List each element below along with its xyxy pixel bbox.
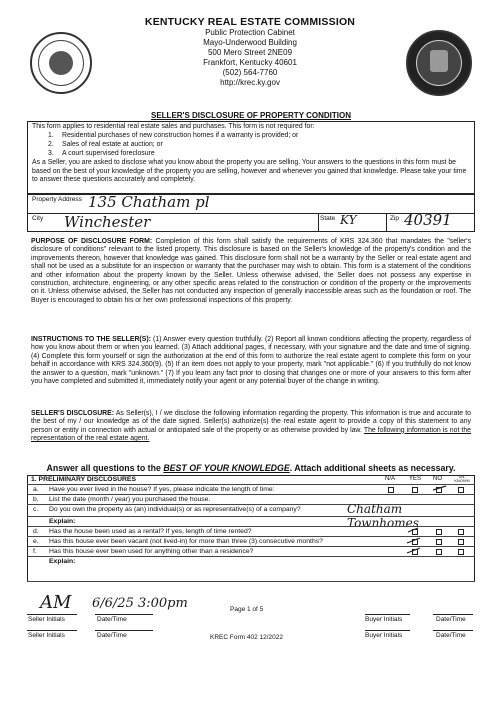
instructions-heading: INSTRUCTIONS TO THE SELLER(S): xyxy=(31,336,151,343)
property-address-label: Property Address xyxy=(32,196,82,203)
banner-prefix: Answer all questions to the xyxy=(46,463,161,473)
state-field[interactable]: KY xyxy=(340,213,357,227)
applies-number: 1. xyxy=(48,132,54,139)
disclosure-text: As Seller(s), I / we disclose the following information regarding the property. This information is true and accurate to the best of my / our knowledge as of the date signed. Seller(s) authorize(s) the real estate agent to provide a copy of this statement to any person or entity in connection with actual or anticipated sale of the property or as otherwise provided by law. xyxy=(31,410,471,434)
seller-initials-label: Seller Initials xyxy=(28,616,65,623)
seller-date-handwritten[interactable]: 6/6/25 3:00pm xyxy=(92,596,188,611)
seller-initials-signature[interactable]: AM xyxy=(40,592,72,613)
date-time-label: Date/Time xyxy=(436,632,466,639)
applies-closing: As a Seller, you are asked to disclose what you know about the property you are selling. Your answers to the questions in this form must be based on the best of your knowledge of the property you are selling, however and whenever you gained that knowledge. Please take your time to answer these questions accurately and completely. xyxy=(32,159,467,184)
row-number: c. xyxy=(33,506,39,513)
row-question: Has this house ever been vacant (not lived-in) for more than three (3) consecutive months? xyxy=(49,538,323,545)
purpose-text: Completion of this form shall satisfy the requirements of KRS 324.360 that mandates the "seller's disclosure of conditions" relevant to the listed property. This disclosure is based on the Seller's knowledge of the property's condition and the improvements thereon, however that knowledge was gained. This disclosure form shall not be a warranty by the Seller or real estate agent and shall not be used as a substitute for an inspection or warranty that the purchaser may wish to obtain. This form is a statement of the conditions and other information about the property known by the Seller. Unless otherwise advised, the Seller does not possess any expertise in construction, architecture, engineering, or any other specific areas related to the construction or condition of the property or the improvements on it. Unless otherwise advised, the Seller has not conducted any inspection of generally inaccessible areas such as the foundation or roof. The Buyer is encouraged to obtain his or her own professional inspections of this property. xyxy=(31,238,472,304)
checkmark-no-f xyxy=(407,548,420,553)
checkmark-no-e xyxy=(407,538,420,543)
purpose-heading: PURPOSE OF DISCLOSURE FORM: xyxy=(31,238,153,245)
row-question: Has this house ever been used for anything other than a residence? xyxy=(49,548,254,555)
header-line: (502) 564-7760 xyxy=(222,68,278,78)
explain-label: Explain: xyxy=(49,558,76,565)
applies-item: A court supervised foreclosure xyxy=(62,150,155,157)
header-line: 500 Mero Street 2NE09 xyxy=(207,48,293,58)
row-question: Do you own the property as (an) individual(s) or as representative(s) of a company? xyxy=(49,506,301,513)
col-na: N/A xyxy=(385,476,396,482)
date-time-label: Date/Time xyxy=(436,616,466,623)
city-label: City xyxy=(32,215,44,222)
section-title: 1. PRELIMINARY DISCLOSURES xyxy=(31,476,136,483)
form-title: SELLER'S DISCLOSURE OF PROPERTY CONDITION xyxy=(151,111,351,120)
header-link[interactable]: http://krec.ky.gov xyxy=(220,78,280,88)
buyer-initials-label: Buyer Initials xyxy=(365,616,403,623)
agency-name: KENTUCKY REAL ESTATE COMMISSION xyxy=(144,16,356,28)
explain-label: Explain: xyxy=(49,518,76,525)
applies-number: 2. xyxy=(48,141,54,148)
form-number: KREC Form 402 12/2022 xyxy=(210,634,283,641)
date-time-label: Date/Time xyxy=(97,632,127,639)
instructions-text: (1) Answer every question truthfully. (2) Report all known conditions affecting the property, regardless of how you know about them or when you learned. (3) Attach additional pages, if necessary, with your signature and the date and time of signing. (4) Complete this form yourself or sign the authorization at the end of this form to authorize the real estate agent to complete this form on your behalf in accordance with KRS 324.360(9). (5) If an item does not apply to your property, mark "not applicable." (6) If you truthfully do not know the answer to a question, mark "unknown." (7) If you learn any fact prior to closing that changes one or more of your answers to this form after you have completed and submitted it, immediately notify your agent or any potential buyer of the change in writing. xyxy=(31,336,472,386)
ownership-answer[interactable]: Chatham Townhomes xyxy=(347,502,419,531)
state-label: State xyxy=(320,215,336,222)
banner-emphasis: BEST OF YOUR KNOWLEDGE xyxy=(163,463,290,473)
zip-label: Zip xyxy=(390,215,400,222)
col-unknown: UN-KNOWN xyxy=(454,474,470,483)
col-yes: YES xyxy=(409,476,422,482)
date-time-label: Date/Time xyxy=(97,616,127,623)
row-number: e. xyxy=(33,538,39,545)
buyer-initials-label: Buyer Initials xyxy=(365,632,403,639)
row-question: Has the house been used as a rental? If yes, length of time rented? xyxy=(49,528,252,535)
applies-item: Residential purchases of new construction homes if a warranty is provided; or xyxy=(62,132,299,139)
row-number: d. xyxy=(33,528,39,535)
applies-item: Sales of real estate at auction; or xyxy=(62,141,163,148)
checkmark-no-d xyxy=(408,528,418,532)
page-number: Page 1 of 5 xyxy=(230,606,264,613)
disclosure-heading: SELLER'S DISCLOSURE: xyxy=(31,410,115,417)
row-number: f. xyxy=(33,548,37,555)
disclosure-underline: The following information is not the representation of the real estate agent. xyxy=(31,426,471,443)
row-number: b. xyxy=(33,496,39,503)
row-number: a. xyxy=(33,486,39,493)
row-question: List the date (month / year) you purchased the house. xyxy=(49,496,211,503)
applies-intro: This form applies to residential real estate sales and purchases. This form is not required for: xyxy=(32,123,315,130)
checkmark-no-a xyxy=(433,486,446,490)
col-no: NO xyxy=(433,476,442,482)
zip-field[interactable]: 40391 xyxy=(404,211,452,229)
property-address-field[interactable]: 135 Chatham pl xyxy=(88,193,210,211)
header-line: Frankfort, Kentucky 40601 xyxy=(203,58,297,68)
header-line: Public Protection Cabinet xyxy=(205,28,295,38)
header-line: Mayo-Underwood Building xyxy=(203,38,297,48)
banner-suffix: . Attach additional sheets as necessary. xyxy=(289,463,456,473)
city-field[interactable]: Winchester xyxy=(64,213,151,231)
row-question: Have you ever lived in the house? If yes, please indicate the length of time: xyxy=(49,486,275,493)
seller-initials-label: Seller Initials xyxy=(28,632,65,639)
applies-number: 3. xyxy=(48,150,54,157)
